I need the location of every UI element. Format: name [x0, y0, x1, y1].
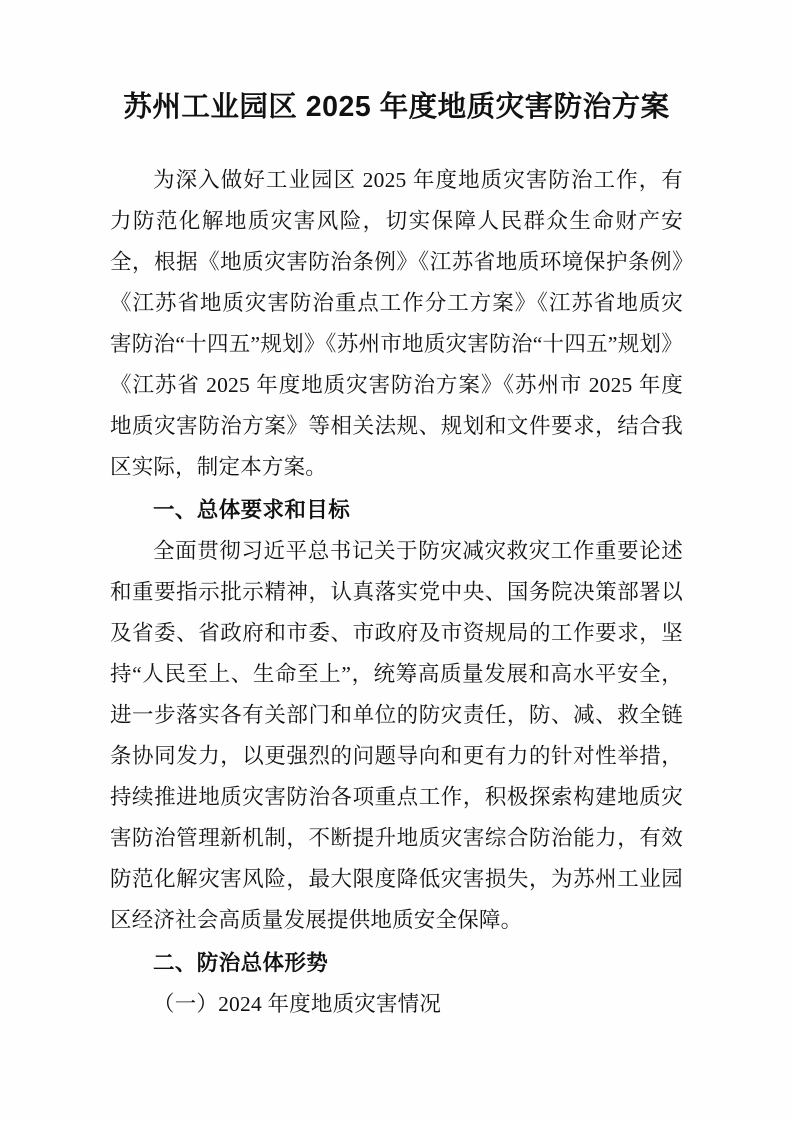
- document-body: [110, 88, 683, 1025]
- intro-paragraph: 为深入做好工业园区 2025 年度地质灾害防治工作，有力防范化解地质灾害风险，切实保障人民群众生命财产安全，根据《地质灾害防治条例》《江苏省地质环境保护条例》《江苏省地质灾害防治重点工作分工方案》《江苏省地质灾害防治“十四五”规划》《苏州市地质灾害防治“十四五”规划》《江苏省 2025 年度地质灾害防治方案》《苏州市 2025 年度地质灾害防治方案》等相关法规、规划和文件要求，结合我区实际，制定本方案。: [110, 168, 683, 480]
- section-heading-2: 二、防治总体形势: [153, 951, 329, 976]
- page-title: 苏州工业园区 2025 年度地质灾害防治方案: [123, 91, 670, 123]
- section-heading-1: 一、总体要求和目标: [153, 498, 351, 523]
- subsection-heading-2-1: （一）2024 年度地质灾害情况: [153, 992, 442, 1017]
- section-1-paragraph: 全面贯彻习近平总书记关于防灾减灾救灾工作重要论述和重要指示批示精神，认真落实党中央、国务院决策部署以及省委、省政府和市委、市政府及市资规局的工作要求，坚持“人民至上、生命至上”，统筹高质量发展和高水平安全，进一步落实各有关部门和单位的防灾责任，防、减、救全链条协同发力，以更强烈的问题导向和更有力的针对性举措，持续推进地质灾害防治各项重点工作，积极探索构建地质灾害防治管理新机制，不断提升地质灾害综合防治能力，有效防范化解灾害风险，最大限度降低灾害损失，为苏州工业园区经济社会高质量发展提供地质安全保障。: [110, 539, 683, 933]
